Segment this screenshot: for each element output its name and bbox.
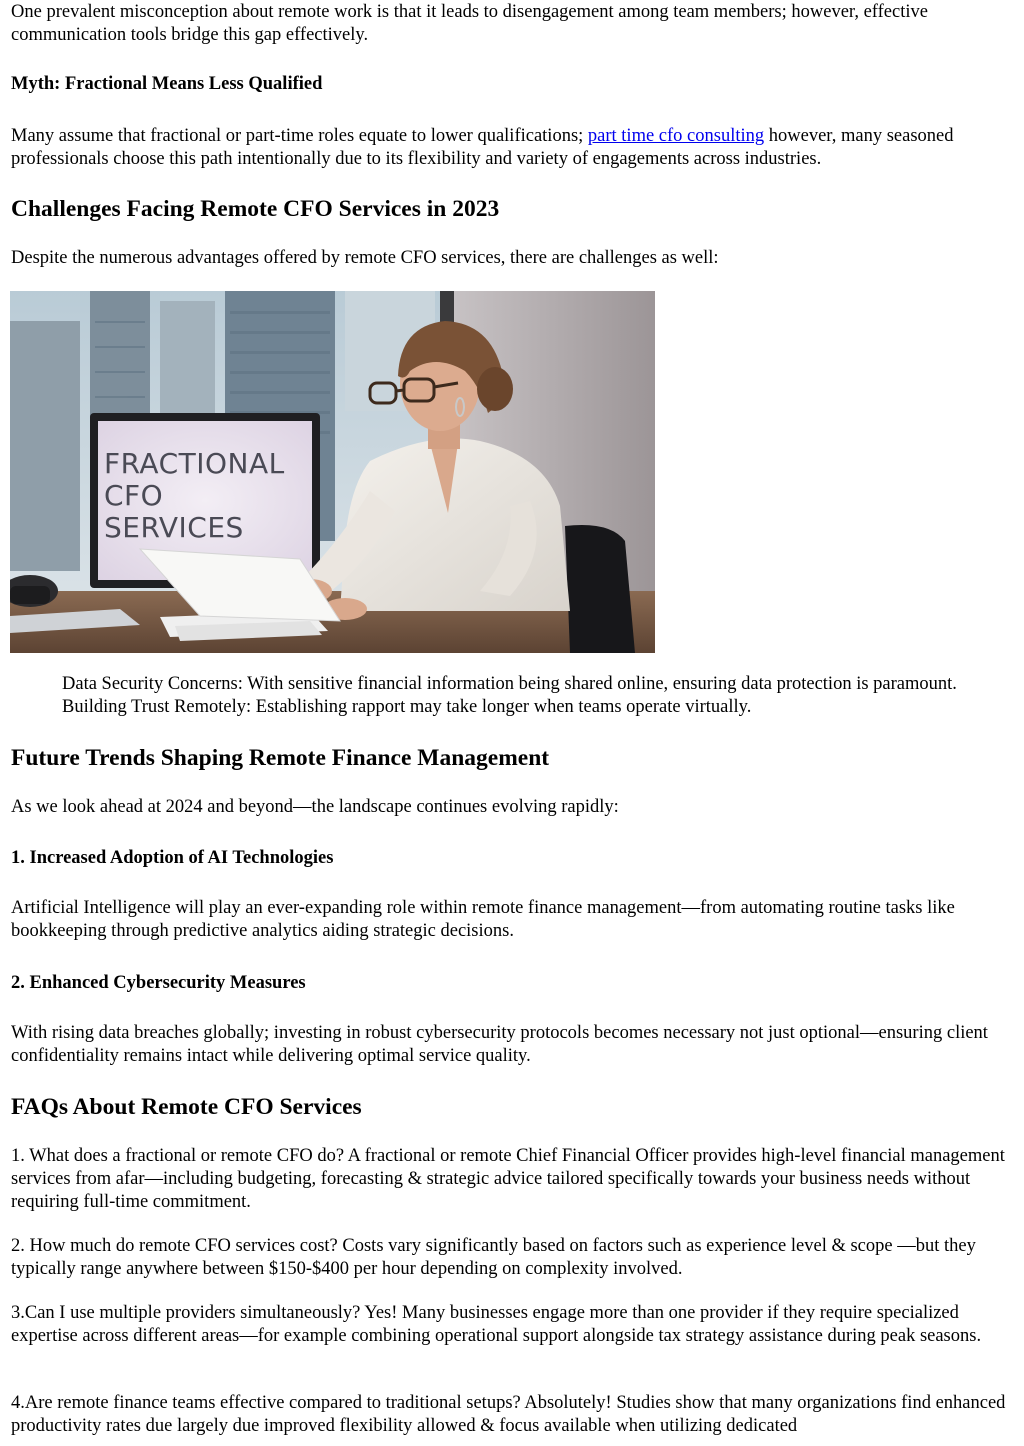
future-trends-heading: Future Trends Shaping Remote Finance Management	[11, 745, 550, 771]
myth-paragraph-text-before: Many assume that fractional or part-time roles equate to lower qualifications;	[11, 126, 588, 146]
monitor-line-3: SERVICES	[104, 511, 244, 544]
challenges-heading: Challenges Facing Remote CFO Services in 2023	[11, 196, 500, 222]
monitor-line-1: FRACTIONAL	[104, 447, 285, 480]
challenges-list: Data Security Concerns: With sensitive financial information being shared online, ensuring data protection is paramount. Building Trust Remotely: Establishing rapport may take longer when teams operate virtually.	[62, 674, 957, 717]
faq-item: 2. How much do remote CFO services cost? Costs vary significantly based on factors such as experience level & scope —but they typically range anywhere between $150-$400 per hour depending on complexity involved.	[11, 1236, 976, 1279]
trend-cybersecurity-paragraph: With rising data breaches globally; investing in robust cybersecurity protocols becomes necessary not just optional—ensuring client confidentiality remains intact while delivering optimal service quality.	[11, 1023, 988, 1066]
faq-item: 1. What does a fractional or remote CFO do? A fractional or remote Chief Financial Officer provides high-level financial management services from afar—including budgeting, forecasting & strategic advice tailored specifically towards your business needs without requiring full-time commitment.	[11, 1146, 1005, 1212]
faq-item: 3.Can I use multiple providers simultaneously? Yes! Many businesses engage more than one provider if they require specialized expertise across different areas—for example combining operational support alongside tax strategy assistance during peak seasons.	[11, 1303, 982, 1346]
challenges-intro-paragraph: Despite the numerous advantages offered by remote CFO services, there are challenges as well:	[11, 248, 719, 268]
fractional-cfo-photo	[10, 291, 655, 653]
myth-heading: Myth: Fractional Means Less Qualified	[11, 74, 323, 94]
future-trends-paragraph: As we look ahead at 2024 and beyond—the landscape continues evolving rapidly:	[11, 797, 619, 817]
trend-ai-paragraph: Artificial Intelligence will play an ever-expanding role within remote finance management—from automating routine tasks like bookkeeping through predictive analytics aiding strategic decisions.	[11, 898, 955, 941]
myth-paragraph-text-after: however, many seasoned professionals choose this path intentionally due to its flexibility and variety of engagements across industries.	[11, 126, 954, 169]
faq-item: 4.Are remote finance teams effective compared to traditional setups? Absolutely! Studies show that many organizations find enhanced productivity rates due largely due improved flexibility allowed & focus available when utilizing dedicated	[11, 1393, 1006, 1436]
part-time-cfo-consulting-link[interactable]: part time cfo consulting	[587, 126, 765, 146]
monitor-line-2: CFO	[104, 479, 164, 512]
myth-paragraph	[11, 125, 1016, 171]
trend-ai-heading: 1. Increased Adoption of AI Technologies	[11, 848, 334, 868]
faq-heading: FAQs About Remote CFO Services	[11, 1094, 362, 1120]
trend-cybersecurity-heading: 2. Enhanced Cybersecurity Measures	[11, 973, 306, 993]
intro-paragraph: One prevalent misconception about remote work is that it leads to disengagement among team members; however, effective communication tools bridge this gap effectively.	[11, 2, 928, 45]
